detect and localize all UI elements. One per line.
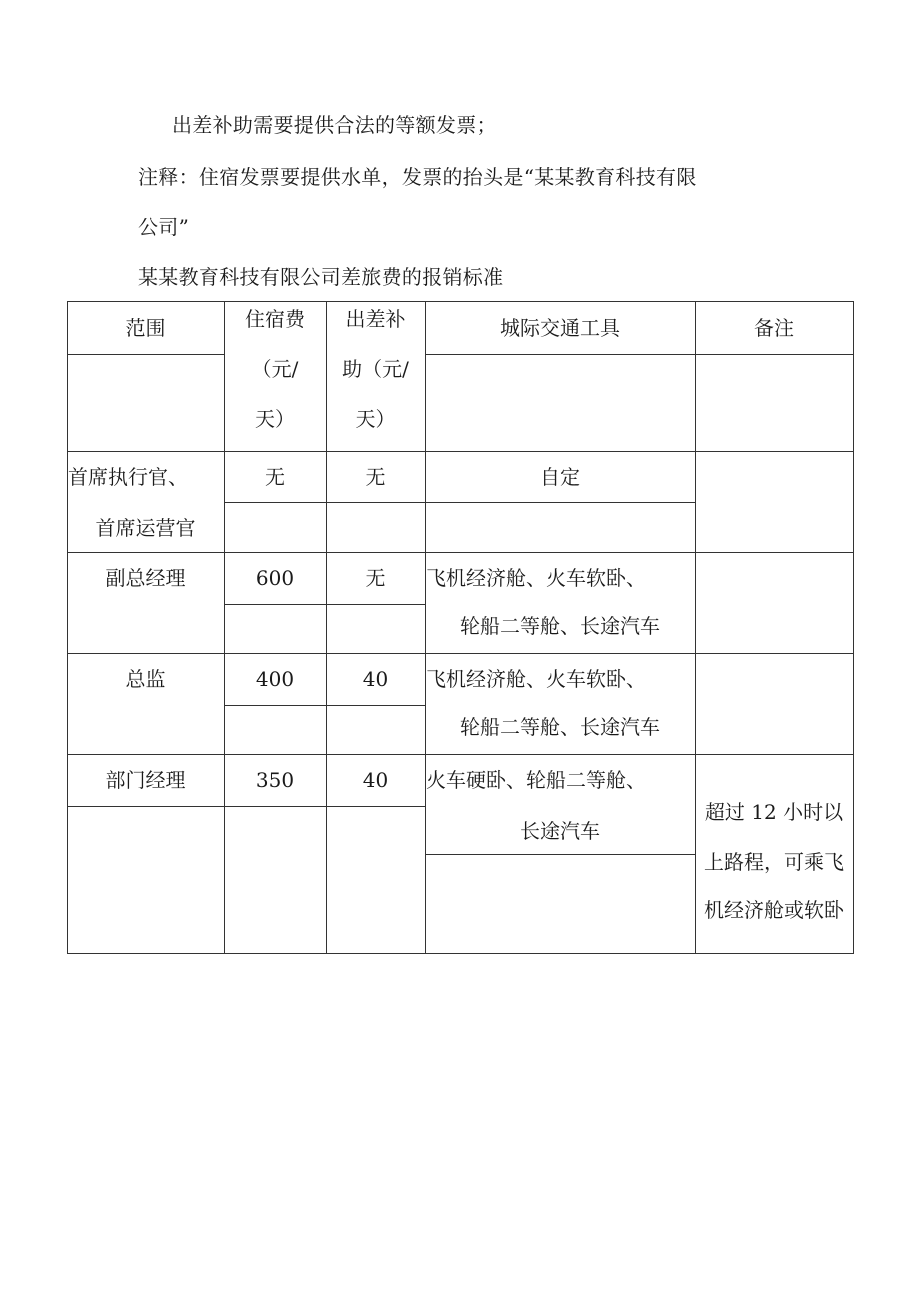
row3-allowance: 40 (362, 667, 389, 691)
row2-transport-line2: 轮船二等舱、长途汽车 (460, 614, 660, 638)
row2-transport-line1: 飞机经济舱、火车软卧、 (426, 566, 646, 590)
header-lodging-line2: （元/ (251, 357, 299, 381)
row1-scope-line2: 首席运营官 (95, 516, 196, 540)
row4-remarks-line1: 超过 12 小时以 (704, 800, 844, 824)
row4-remarks-line3: 机经济舱或软卧 (704, 898, 844, 922)
header-transport: 城际交通工具 (500, 316, 620, 340)
table-title: 某某教育科技有限公司差旅费的报销标准 (138, 265, 504, 289)
header-allowance-line2: 助（元/ (342, 357, 409, 381)
header-allowance-line3: 天） (355, 407, 396, 431)
header-lodging-line1: 住宿费 (245, 307, 305, 331)
row4-allowance: 40 (362, 768, 389, 792)
row1-lodging: 无 (265, 465, 285, 489)
row4-scope: 部门经理 (105, 768, 186, 792)
row4-remarks-line2: 上路程，可乘飞 (704, 850, 844, 874)
header-lodging-line3: 天） (255, 407, 295, 431)
row2-scope: 副总经理 (105, 566, 186, 590)
row2-lodging: 600 (255, 566, 295, 590)
row3-lodging: 400 (255, 667, 295, 691)
row4-transport-line2: 长途汽车 (520, 819, 600, 843)
header-scope: 范围 (125, 316, 166, 340)
row1-scope-line1: 首席执行官、 (68, 465, 188, 489)
row3-transport-line2: 轮船二等舱、长途汽车 (460, 715, 660, 739)
row3-scope: 总监 (125, 667, 166, 691)
row1-allowance: 无 (365, 465, 386, 489)
header-remarks: 备注 (754, 316, 794, 340)
paragraph-note-line1: 注释：住宿发票要提供水单，发票的抬头是“某某教育科技有限 (138, 165, 697, 189)
row4-transport-line1: 火车硬卧、轮船二等舱、 (426, 768, 646, 792)
paragraph-invoice-requirement: 出差补助需要提供合法的等额发票； (172, 113, 497, 137)
row4-lodging: 350 (255, 768, 295, 792)
header-allowance-line1: 出差补 (345, 307, 406, 331)
row3-transport-line1: 飞机经济舱、火车软卧、 (426, 667, 646, 691)
row2-allowance: 无 (365, 566, 386, 590)
paragraph-note-line2: 公司” (138, 215, 190, 239)
row1-transport: 自定 (540, 465, 580, 489)
